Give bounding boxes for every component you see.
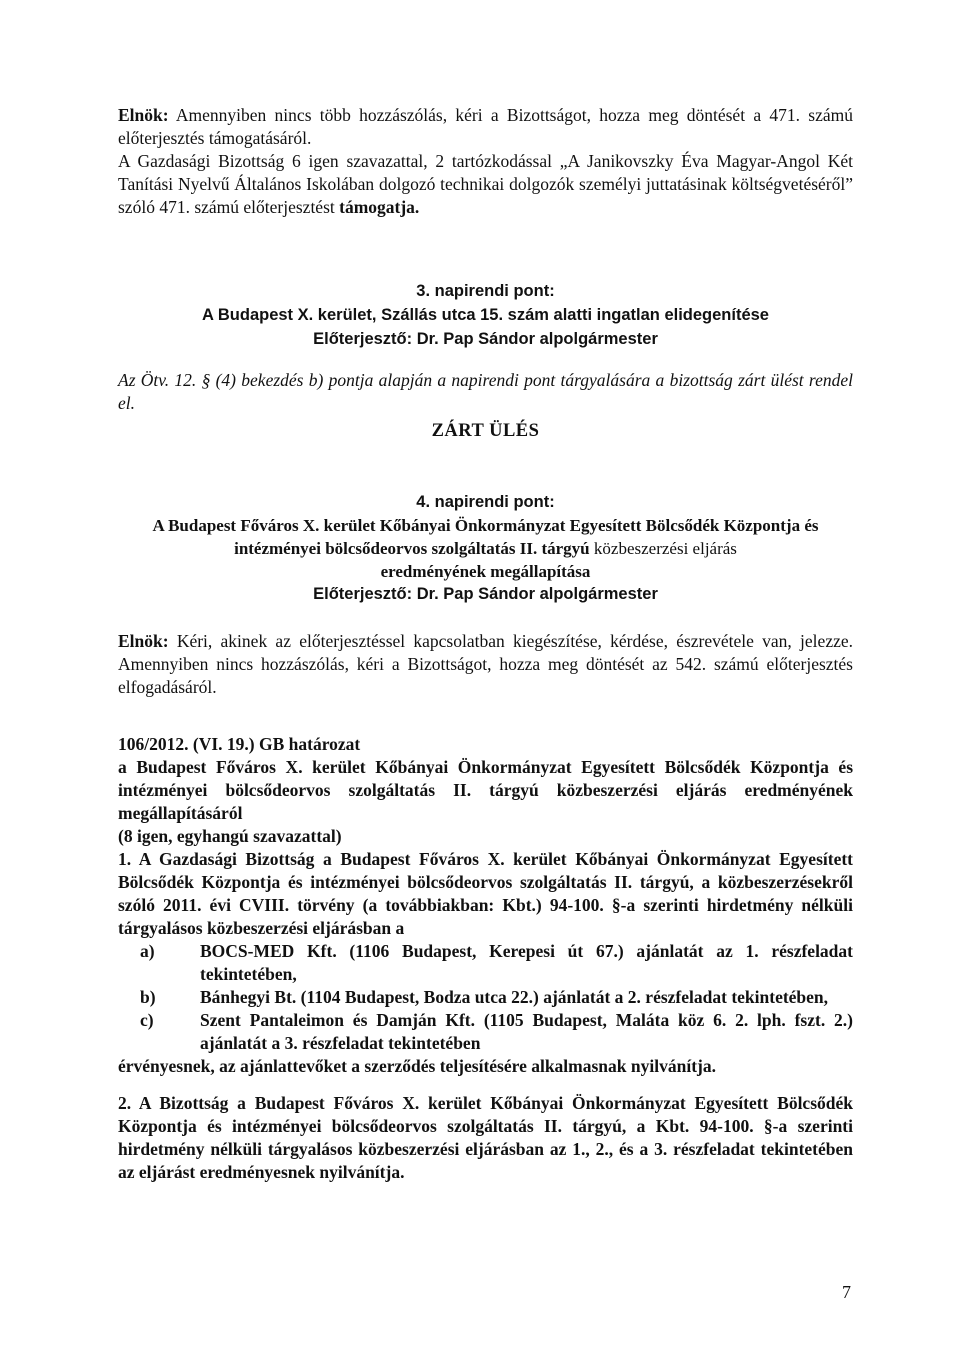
item-text: BOCS-MED Kft. (1106 Budapest, Kerepesi út 67.) ajánlatát az 1. részfeladat tekintetében, [200,941,853,984]
agenda-title-normal: közbeszerzési eljárás [593,539,737,558]
chair-statement-2 [118,630,853,699]
statement-text: Amennyiben nincs több hozzászólás, kéri a Bizottságot, hozza meg döntését a 471. számú előterjesztés támogatásáról. [118,105,853,148]
list-item [118,940,853,986]
agenda-title: A Budapest X. kerület, Szállás utca 15. szám alatti ingatlan elidegenítése [201,306,769,324]
closed-session-heading: ZÁRT ÜLÉS [431,421,540,441]
resolution [118,733,853,1184]
bidder-list [118,940,853,1055]
page-number: 7 [842,1282,851,1302]
agenda-item-3 [118,280,853,351]
resolution-point-1-end: érvényesnek, az ajánlattevőket a szerződés teljesítésére alkalmasnak nyilvánítja. [118,1056,716,1076]
item-label: b) [140,987,156,1007]
chair-statement-1 [118,104,853,150]
agenda-title-main: A Budapest Főváros X. kerület Kőbányai Önkormányzat Egyesített Bölcsődék Központja és intézményei bölcsődeorvos szolgáltatás II. tárgyú [152,516,819,558]
resolution-type: GB határozat [258,734,361,754]
resolution-point-2: 2. A Bizottság a Budapest Főváros X. kerület Kőbányai Önkormányzat Egyesített Bölcsődék Központja és intézményei bölcsődeorvos szolgáltatás II. tárgyú, a Kbt. 94-100. §-a szerinti hirdetmény nélküli tárgyalásos közbeszerzési eljárásban az 1., 2., és a 3. részfeladat tekintetében az eljárást eredményesnek nyilvánítja. [118,1093,853,1182]
resolution-vote: (8 igen, egyhangú szavazattal) [118,826,342,846]
agenda-presenter: Előterjesztő: Dr. Pap Sándor alpolgármester [313,330,658,348]
resolution-id: 106/2012. (VI. 19.) [118,734,255,754]
decision-verdict: támogatja. [339,197,420,217]
resolution-number [118,733,853,756]
agenda-presenter: Előterjesztő: Dr. Pap Sándor alpolgármester [313,585,658,603]
committee-decision [118,150,853,219]
item-label: c) [140,1010,154,1030]
agenda-number: 4. napirendi pont: [416,493,555,511]
agenda-item-4 [118,491,853,606]
agenda-title [118,514,853,583]
agenda-number: 3. napirendi pont: [416,282,555,300]
speaker-label: Elnök: [118,105,169,125]
item-text: Szent Pantaleimon és Damján Kft. (1105 Budapest, Maláta köz 6. 2. lph. fszt. 2.) ajánlatát a 3. részfeladat tekintetében [200,1010,853,1053]
document-page [118,104,853,1184]
resolution-point-1: 1. A Gazdasági Bizottság a Budapest Főváros X. kerület Kőbányai Önkormányzat Egyesített Bölcsődék Központja és intézményei bölcsődeorvos szolgáltatás II. tárgyú, a közbeszerzésekről szóló 2011. évi CVIII. törvény (a továbbiakban: Kbt.) 94-100. §-a szerinti hirdetmény nélküli tárgyalásos közbeszerzési eljárásban a [118,849,853,938]
resolution-subject: a Budapest Főváros X. kerület Kőbányai Önkormányzat Egyesített Bölcsődék Központja és intézményei bölcsődeorvos szolgáltatás II. tárgyú közbeszerzési eljárás eredményének megállapításáról [118,757,853,823]
decision-text: A Gazdasági Bizottság 6 igen szavazattal, 2 tartózkodással „A Janikovszky Éva Magyar-Angol Két Tanítási Nyelvű Általános Iskolában dolgozó technikai dolgozók személyi juttatásinak költségvetéséről” szóló 471. számú előterjesztést [118,151,853,217]
item-label: a) [140,941,155,961]
statement-text: Kéri, akinek az előterjesztéssel kapcsolatban kiegészítése, kérdése, észrevétele van, jelezze. Amennyiben nincs hozzászólás, kéri a Bizottságot, hozza meg döntését az 542. számú előterjesztés elfogadásáról. [118,631,853,697]
speaker-label: Elnök: [118,631,169,651]
list-item [118,1009,853,1055]
item-text: Bánhegyi Bt. (1104 Budapest, Bodza utca 22.) ajánlatát a 2. részfeladat tekintetében, [200,987,829,1007]
closed-session-note: Az Ötv. 12. § (4) bekezdés b) pontja alapján a napirendi pont tárgyalására a bizottság zárt ülést rendel el. [118,370,853,413]
agenda-title-line2: eredményének megállapítása [380,562,591,581]
list-item [118,986,853,1009]
